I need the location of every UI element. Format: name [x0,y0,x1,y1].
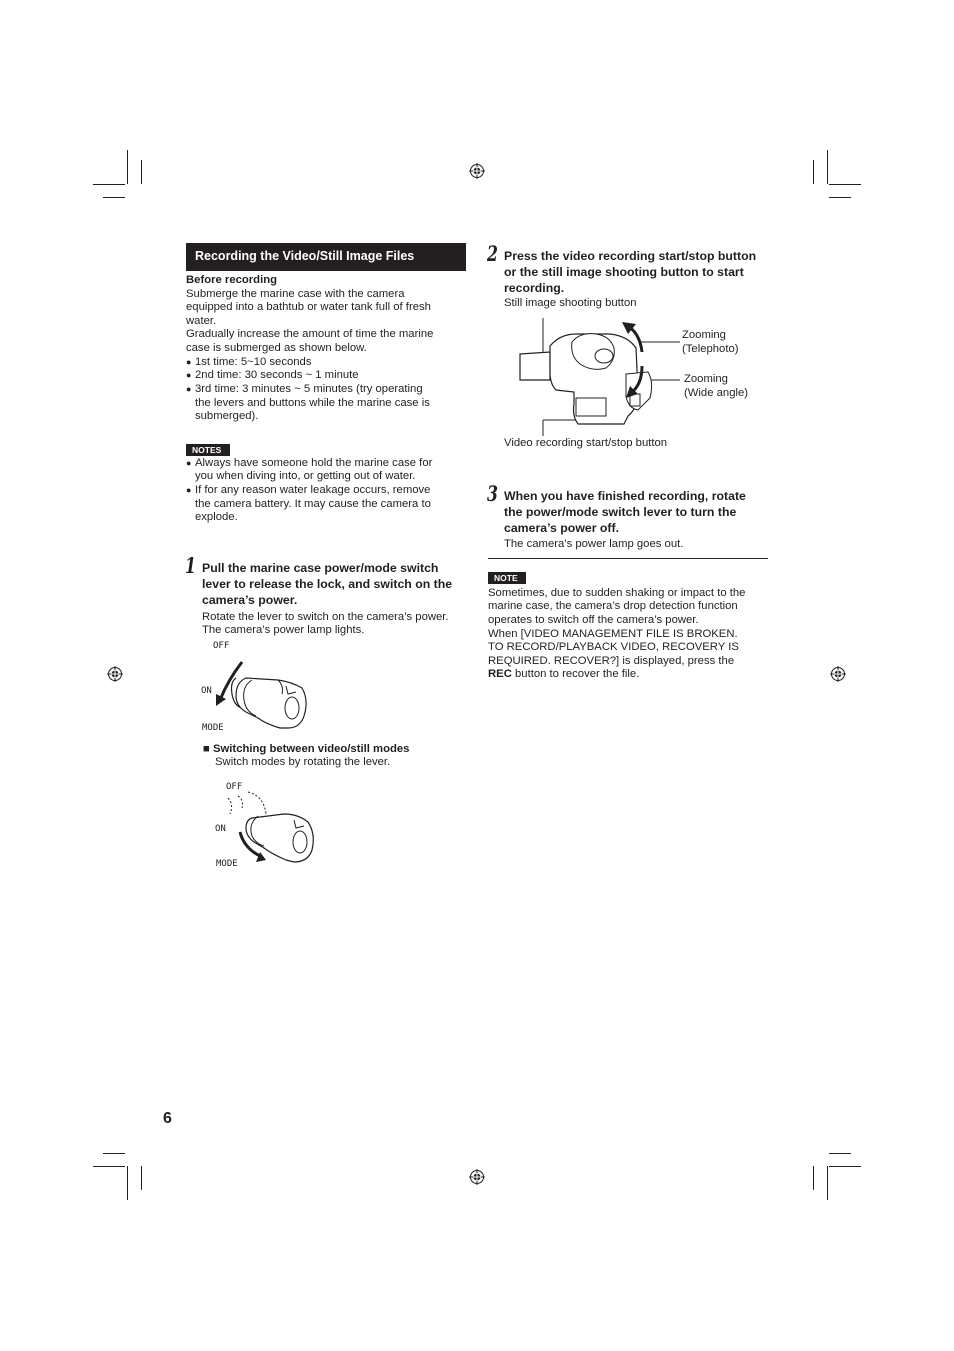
bullet-icon: ● [186,384,192,394]
square-bullet-icon: ■ [203,743,213,755]
subsection-heading: ■ Switching between video/still modes [203,743,410,755]
bullet-icon: ● [186,458,192,468]
step-number: 2 [487,241,498,266]
note-text-line: operates to switch off the camera’s power. [488,614,699,626]
figure-label-on: ON [215,824,226,834]
notes-tag: NOTES [186,444,230,456]
step-heading-line: recording. [504,281,565,295]
list-item: ● Always have someone hold the marine case for [186,457,433,469]
list-item: ● 1st time: 5~10 seconds [186,356,312,368]
bullet-icon: ● [186,485,192,495]
note-text-line: When [VIDEO MANAGEMENT FILE IS BROKEN. [488,628,738,640]
power-lever-illustration [206,650,316,735]
mode-lever-illustration [222,790,322,870]
step-heading-line: When you have finished recording, rotate [504,489,746,503]
list-item-continuation: submerged). [195,410,259,422]
step-heading-line: Pull the marine case power/mode switch [202,561,439,575]
figure-label-wide-angle: Zooming [684,373,728,385]
note-text-line: the camera battery. It may cause the camera to [195,498,431,510]
registration-mark-icon [469,163,485,179]
figure-label-telephoto: Zooming [682,329,726,341]
before-text-line: Submerge the marine case with the camera [186,288,405,300]
before-text-line: water. [186,315,217,327]
figure-label-off: OFF [213,641,230,651]
figure-label-wide-angle: (Wide angle) [684,387,749,399]
step-body-line: The camera’s power lamp lights. [202,624,365,636]
list-item: ● 2nd time: 30 seconds ~ 1 minute [186,369,359,381]
figure-label-mode: MODE [202,723,224,733]
marine-case-controls-illustration [510,312,680,440]
divider [488,558,768,559]
list-item-continuation: the levers and buttons while the marine case is [195,397,430,409]
page-number: 6 [163,1110,172,1127]
figure-label-on: ON [201,686,212,696]
section-title: Recording the Video/Still Image Files [186,243,466,271]
subsection-body: Switch modes by rotating the lever. [215,756,391,768]
list-item: ● If for any reason water leakage occurs, remove [186,484,431,496]
note-text-line: REQUIRED. RECOVER?] is displayed, press the [488,655,735,667]
figure-label-mode: MODE [216,859,238,869]
before-text-line: Gradually increase the amount of time the marine [186,328,434,340]
bullet-icon: ● [186,370,192,380]
before-text-line: equipped into a bathtub or water tank full of fresh [186,301,431,313]
note-text-line: TO RECORD/PLAYBACK VIDEO, RECOVERY IS [488,641,739,653]
registration-mark-icon [469,1169,485,1185]
figure-label-still-button: Still image shooting button [504,297,637,309]
rec-button-reference: REC [488,668,512,680]
note-text-line: REC button to recover the file. [488,668,640,680]
step-heading-line: or the still image shooting button to start [504,265,744,279]
step-heading-line: the power/mode switch lever to turn the [504,505,737,519]
step-heading-line: camera’s power off. [504,521,620,535]
bullet-icon: ● [186,357,192,367]
step-heading-line: lever to release the lock, and switch on the [202,577,453,591]
list-item: ● 3rd time: 3 minutes ~ 5 minutes (try operating [186,383,423,395]
figure-label-telephoto: (Telephoto) [682,343,739,355]
step-heading-line: Press the video recording start/stop button [504,249,757,263]
step-number: 3 [487,481,498,506]
registration-mark-icon [830,666,846,682]
before-text-line: case is submerged as shown below. [186,342,367,354]
note-text-line: marine case, the camera’s drop detection function [488,600,738,612]
figure-label-off: OFF [226,782,243,792]
step-body-line: Rotate the lever to switch on the camera’s power. [202,611,449,623]
figure-label-video-button: Video recording start/stop button [504,437,668,449]
registration-mark-icon [107,666,123,682]
note-text-line: you when diving into, or getting out of water. [195,470,416,482]
before-recording-heading: Before recording [186,274,278,286]
note-text-line: explode. [195,511,238,523]
step-number: 1 [185,553,196,578]
step-heading-line: camera’s power. [202,593,298,607]
step-body-line: The camera’s power lamp goes out. [504,538,684,550]
note-tag: NOTE [488,572,526,584]
note-text-line: Sometimes, due to sudden shaking or impact to the [488,587,746,599]
